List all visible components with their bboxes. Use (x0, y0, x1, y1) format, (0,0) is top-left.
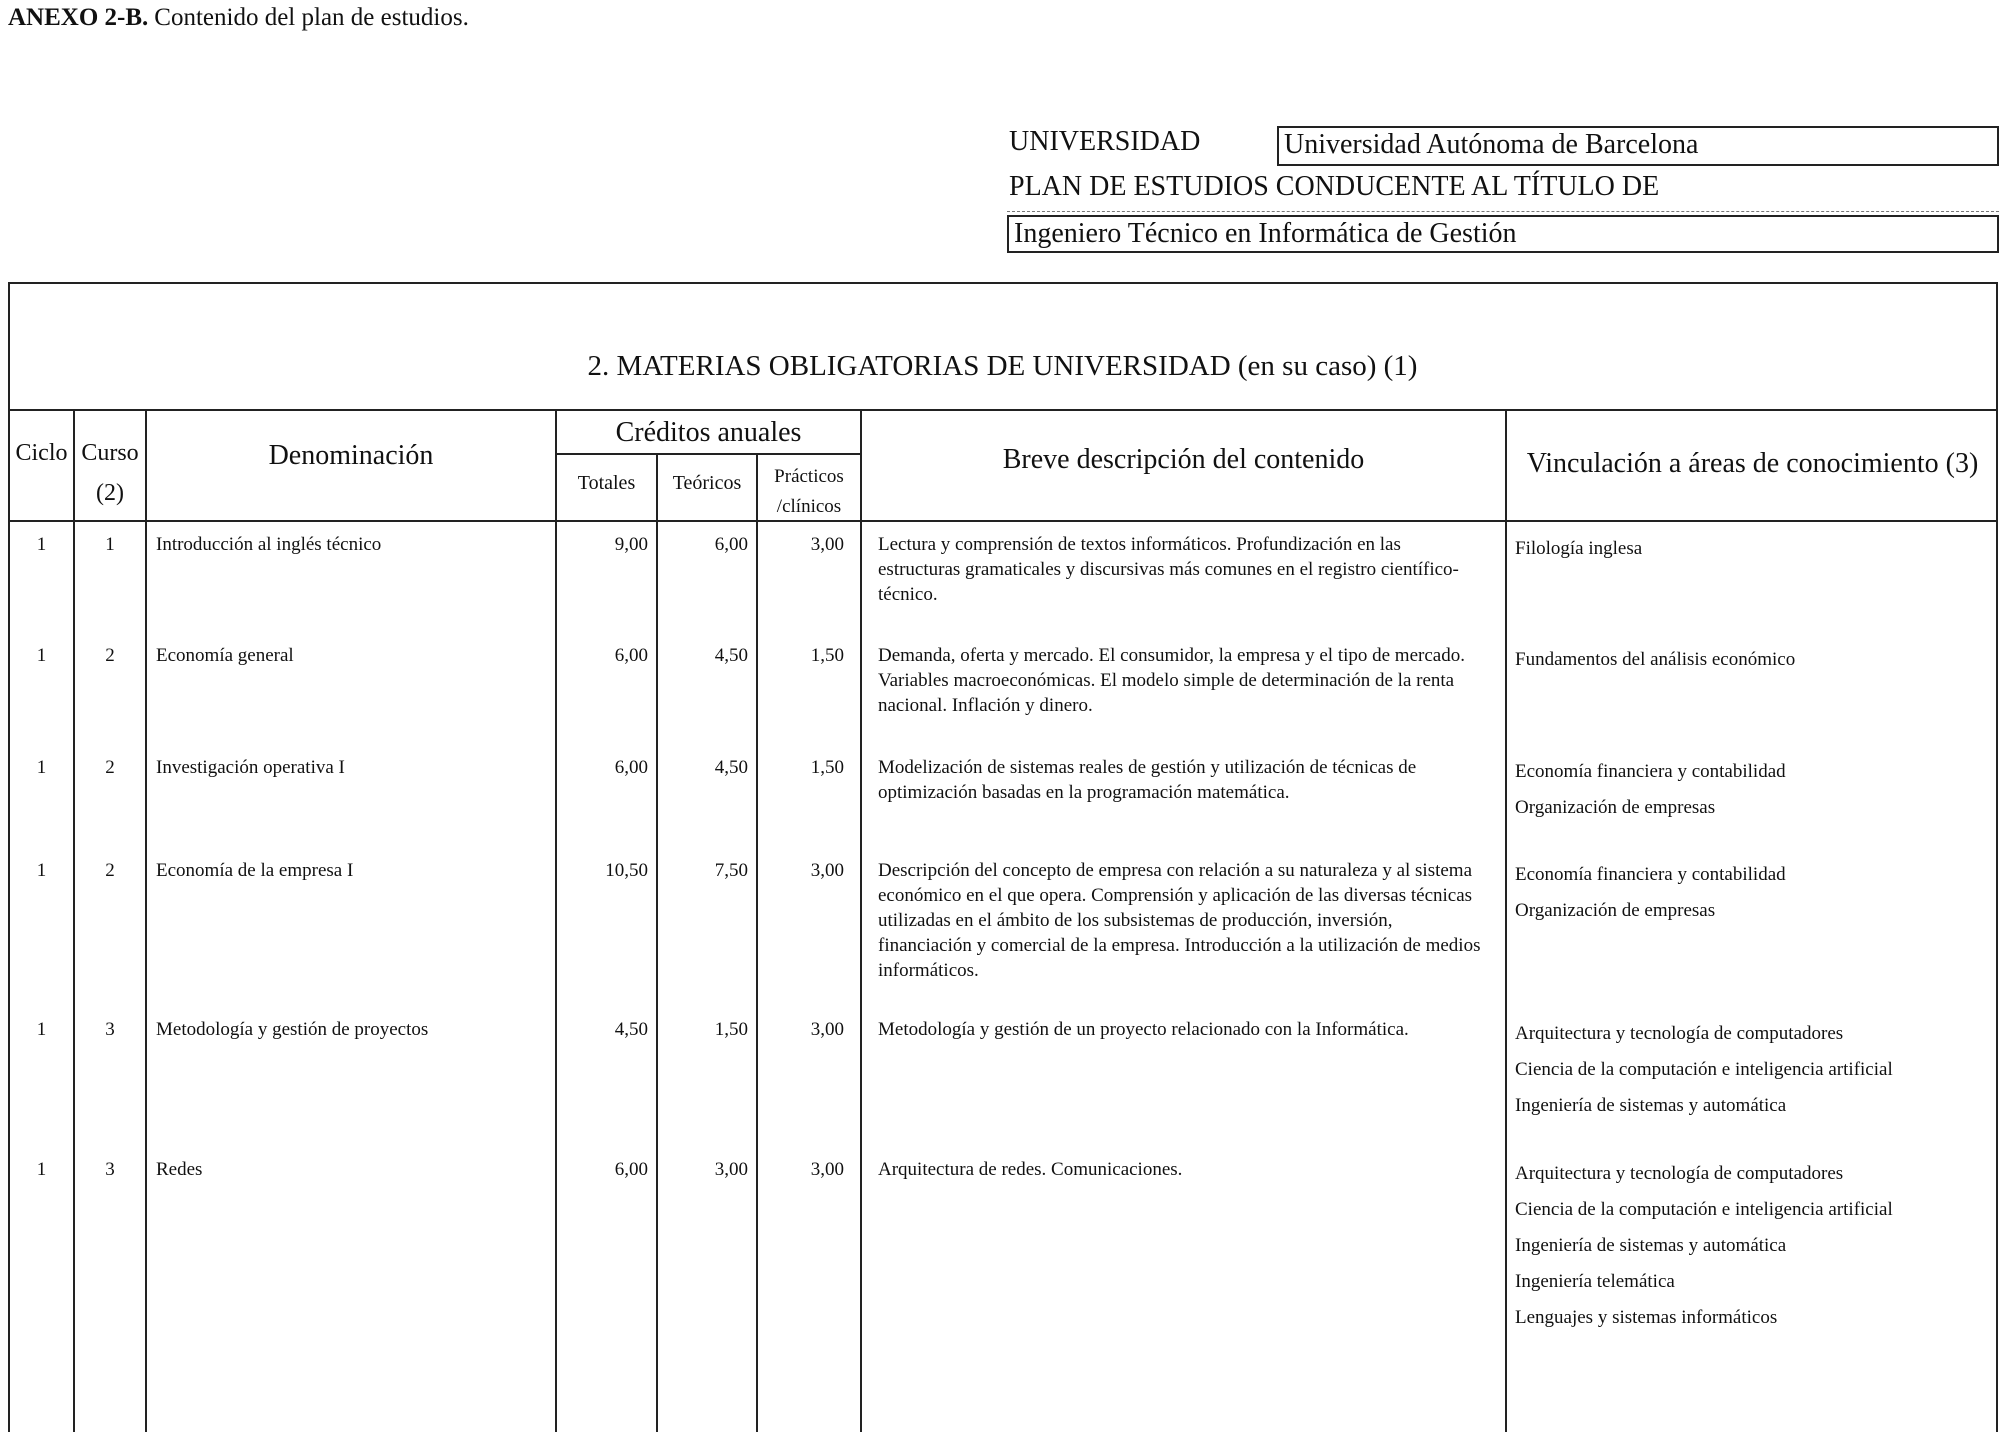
section-title: 2. MATERIAS OBLIGATORIAS DE UNIVERSIDAD (en su caso) (1) (587, 350, 1418, 382)
cell-teoricos: 1,50 (714, 1019, 748, 1040)
universidad-value: Universidad Autónoma de Barcelona (1277, 126, 1999, 166)
cell-totales: 4,50 (614, 1019, 648, 1040)
cell-practicos: 1,50 (810, 757, 844, 778)
cell-curso: 2 (105, 757, 115, 778)
cell-areas (1515, 862, 1995, 934)
cell-descripcion: Descripción del concepto de empresa con relación a su naturaleza y al sistema económico en el que opera. Comprensión y aplicación de las diversas técnicas utilizadas en el ámbito de los subsistemas de producción, inversión, financiación y comercial de la empresa. Introducción a la utilización de medios informáticos. (878, 860, 1481, 981)
cell-totales: 10,50 (605, 860, 648, 881)
cell-practicos: 3,00 (810, 1159, 844, 1180)
cell-totales: 6,00 (614, 645, 648, 666)
area-item: Ingeniería telemática (1515, 1271, 1675, 1292)
cell-teoricos: 7,50 (714, 860, 748, 881)
cell-areas (1515, 647, 1995, 683)
titulo-value: Ingeniero Técnico en Informática de Gestión (1007, 215, 1999, 253)
cell-denominacion: Introducción al inglés técnico (156, 534, 382, 555)
area-item: Lenguajes y sistemas informáticos (1515, 1307, 1778, 1328)
area-item: Fundamentos del análisis económico (1515, 649, 1796, 670)
header-curso: Curso (81, 440, 139, 466)
cell-teoricos: 3,00 (714, 1159, 748, 1180)
area-item: Organización de empresas (1515, 900, 1716, 921)
header-descripcion: Breve descripción del contenido (1002, 444, 1365, 475)
cell-teoricos: 6,00 (714, 534, 748, 555)
cell-totales: 9,00 (614, 534, 648, 555)
cell-descripcion: Lectura y comprensión de textos informáticos. Profundización en las estructuras gramaticales y discursivas más comunes en el registro científico-técnico. (878, 534, 1459, 605)
cell-denominacion: Economía de la empresa I (156, 860, 354, 881)
area-item: Filología inglesa (1515, 538, 1643, 559)
cell-practicos: 1,50 (810, 645, 844, 666)
cell-ciclo: 1 (36, 1159, 47, 1180)
cell-curso: 1 (105, 534, 115, 555)
cell-totales: 6,00 (614, 757, 648, 778)
cell-areas (1515, 1161, 1995, 1341)
area-item: Ingeniería de sistemas y automática (1515, 1095, 1787, 1116)
cell-ciclo: 1 (36, 534, 47, 555)
header-denominacion: Denominación (268, 440, 434, 471)
header-practicos (758, 462, 860, 522)
cell-ciclo: 1 (36, 757, 47, 778)
col-divider-totales (656, 453, 658, 1432)
cell-areas (1515, 536, 1995, 572)
cell-ciclo: 1 (36, 1019, 47, 1040)
universidad-label: UNIVERSIDAD (1009, 126, 1201, 157)
area-item: Economía financiera y contabilidad (1515, 864, 1786, 885)
cell-descripcion: Arquitectura de redes. Comunicaciones. (878, 1159, 1183, 1180)
col-divider-denominacion (555, 409, 557, 1432)
cell-descripcion: Metodología y gestión de un proyecto relacionado con la Informática. (878, 1019, 1409, 1040)
header-creditos: Créditos anuales (615, 417, 802, 448)
cell-curso: 3 (105, 1159, 115, 1180)
header-ciclo: Ciclo (15, 440, 68, 466)
cell-descripcion: Modelización de sistemas reales de gestión y utilización de técnicas de optimización basadas en la programación matemática. (878, 757, 1417, 803)
col-divider-teoricos (756, 453, 758, 1432)
cell-curso: 3 (105, 1019, 115, 1040)
cell-denominacion: Economía general (156, 645, 294, 666)
area-item: Ingeniería de sistemas y automática (1515, 1235, 1787, 1256)
plan-label: PLAN DE ESTUDIOS CONDUCENTE AL TÍTULO DE (1009, 171, 1660, 202)
area-item: Arquitectura y tecnología de computadores (1515, 1023, 1844, 1044)
cell-teoricos: 4,50 (714, 645, 748, 666)
cell-areas (1515, 1021, 1995, 1129)
area-item: Ciencia de la computación e inteligencia artificial (1515, 1199, 1893, 1220)
cell-areas (1515, 759, 1995, 831)
cell-denominacion: Investigación operativa I (156, 757, 345, 778)
cell-descripcion: Demanda, oferta y mercado. El consumidor, la empresa y el tipo de mercado. Variables macroeconómicas. El modelo simple de determinación de la renta nacional. Inflación y dinero. (878, 645, 1465, 716)
cell-practicos: 3,00 (810, 860, 844, 881)
header-teoricos: Teóricos (672, 472, 742, 494)
cell-denominacion: Redes (156, 1159, 203, 1180)
col-divider-ciclo (73, 409, 75, 1432)
creditos-divider (555, 453, 860, 455)
cell-teoricos: 4,50 (714, 757, 748, 778)
annex-label: ANEXO 2-B. (8, 4, 149, 31)
header-divider (8, 520, 1998, 522)
area-item: Organización de empresas (1515, 797, 1716, 818)
cell-totales: 6,00 (614, 1159, 648, 1180)
cell-practicos: 3,00 (810, 1019, 844, 1040)
annex-text: Contenido del plan de estudios. (154, 4, 469, 31)
dashed-separator (1007, 211, 1999, 212)
area-item: Arquitectura y tecnología de computadores (1515, 1163, 1844, 1184)
header-practicos-line2: /clínicos (776, 496, 842, 517)
cell-curso: 2 (105, 645, 115, 666)
annex-caption (8, 4, 469, 32)
area-item: Economía financiera y contabilidad (1515, 761, 1786, 782)
cell-ciclo: 1 (36, 645, 47, 666)
col-divider-creditos (860, 409, 862, 1432)
cell-practicos: 3,00 (810, 534, 844, 555)
cell-denominacion: Metodología y gestión de proyectos (156, 1019, 429, 1040)
header-totales: Totales (577, 472, 636, 494)
col-divider-descripcion (1505, 409, 1507, 1432)
cell-curso: 2 (105, 860, 115, 881)
title-divider (8, 409, 1998, 411)
header-vinculacion: Vinculación a áreas de conocimiento (3) (1526, 448, 1979, 479)
area-item: Ciencia de la computación e inteligencia artificial (1515, 1059, 1893, 1080)
header-curso-note: (2) (96, 480, 124, 506)
col-divider-curso (145, 409, 147, 1432)
cell-ciclo: 1 (36, 860, 47, 881)
header-practicos-line1: Prácticos (774, 466, 844, 487)
